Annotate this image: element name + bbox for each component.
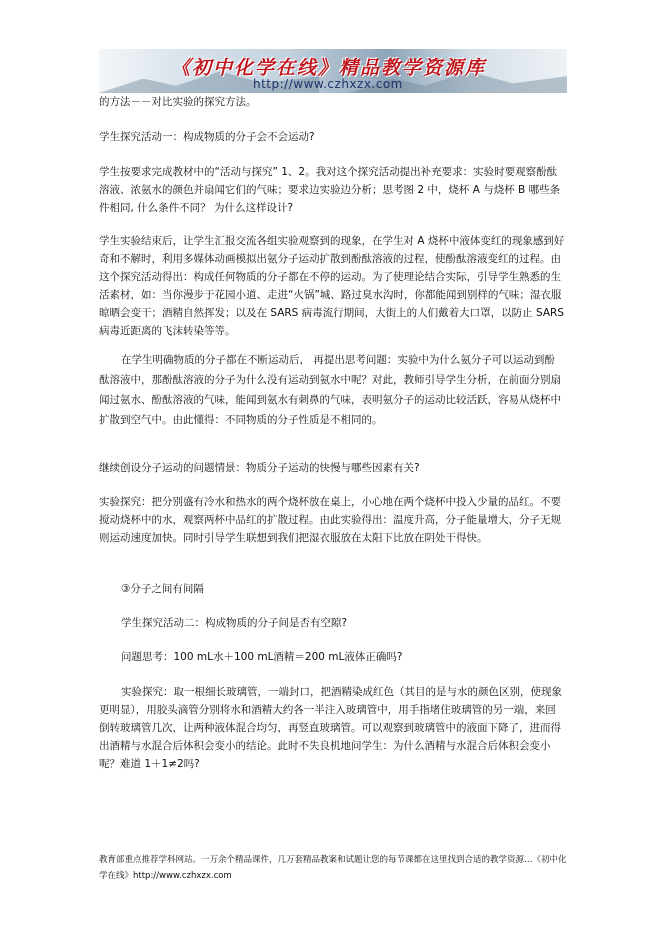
banner-url[interactable]: http://www.czhxzx.com <box>253 77 403 91</box>
question-volume: 问题思考：100 mL水＋100 mL酒精＝200 mL液体正确吗? <box>121 651 403 663</box>
heading-activity-1: 学生探究活动一：构成物质的分子会不会运动? <box>99 131 315 143</box>
heading-activity-2: 学生探究活动二：构成物质的分子间是否有空隙? <box>121 617 348 629</box>
header-banner <box>99 49 567 93</box>
heading-intermolecular-gaps: ③分子之间有间隔 <box>121 583 204 595</box>
paragraph-6: 实验探究：取一根细长玻璃管，一端封口，把酒精染成红色（其目的是与水的颜色区别，使现象更明显），用胶头滴管分别将水和酒精大约各一半注入玻璃管中，用手指堵住玻璃管的另一端，来回倒转玻璃管几次，让两种液体混合均匀，再竖直玻璃管。可以观察到玻璃管中的液面下降了，进而得出酒精与水混合后体积会变小的结论。此时不失良机地问学生：为什么酒精与水混合后体积会变小呢？难道 1＋1≠2吗? <box>99 686 562 770</box>
banner-title: 《初中化学在线》精品教学资源库 <box>171 57 487 79</box>
paragraph-5: 实验探究：把分别盛有冷水和热水的两个烧杯放在桌上，小心地在两个烧杯中投入少量的品红。不要搅动烧杯中的水，观察两杯中品红的扩散过程。由此实验得出：温度升高，分子能量增大，分子无规则运动速度加快。同时引导学生联想到我们把湿衣服放在太阳下比放在阴处干得快。 <box>99 496 561 544</box>
heading-question-1: 继续创设分子运动的问题情景：物质分子运动的快慢与哪些因素有关? <box>99 462 420 474</box>
paragraph-4: 在学生明确物质的分子都在不断运动后， 再提出思考问题：实验中为什么氨分子可以运动到酚酞溶液中，那酚酞溶液的分子为什么没有运动到氨水中呢？对此，教师引导学生分析，在前面分别扇闻过氨水、酚酞溶液的气味，能闻到氨水有刺鼻的气味，表明氨分子的运动比较活跃，容易从烧杯中扩散到空气中。由此懂得：不同物质的分子性质是不相同的。 <box>99 354 561 426</box>
paragraph-1: 的方法－－对比实验的探究方法。 <box>99 96 257 108</box>
paragraph-2: 学生按要求完成教材中的“活动与探究” 1、2。我对这个探究活动提出补充要求：实验时要观察酚酞溶液、浓氨水的颜色并扇闻它们的气味；要求边实验边分析；思考图 2 中，烧杯 A 与烧杯 B 哪些条件相同, 什么条件不同？ 为什么这样设计? <box>99 166 561 214</box>
footer-note: 教育部重点推荐学科网站。一万余个精品课件，几万套精品教案和试题让您的每节课都在这里找到合适的教学资源…《初中化学在线》http://www.czhxzx.com <box>99 855 567 881</box>
paragraph-3: 学生实验结束后，让学生汇报交流各组实验观察到的现象，在学生对 A 烧杯中液体变红的现象感到好奇和不解时，利用多媒体动画模拟出氨分子运动扩散到酚酞溶液的过程，使酚酞溶液变红的过程。由这个探究活动得出：构成任何物质的分子都在不停的运动。为了使理论结合实际，引导学生熟悉的生活素材，如：当你漫步于花园小道、走进“火锅”城、路过臭水沟时，你都能闻到别样的气味；湿衣服晾晒会变干；酒精自然挥发；以及在 SARS 病毒流行期间，大街上的人们戴着大口罩，以防止 SARS 病毒近距离的飞沫转染等等。 <box>99 235 565 337</box>
